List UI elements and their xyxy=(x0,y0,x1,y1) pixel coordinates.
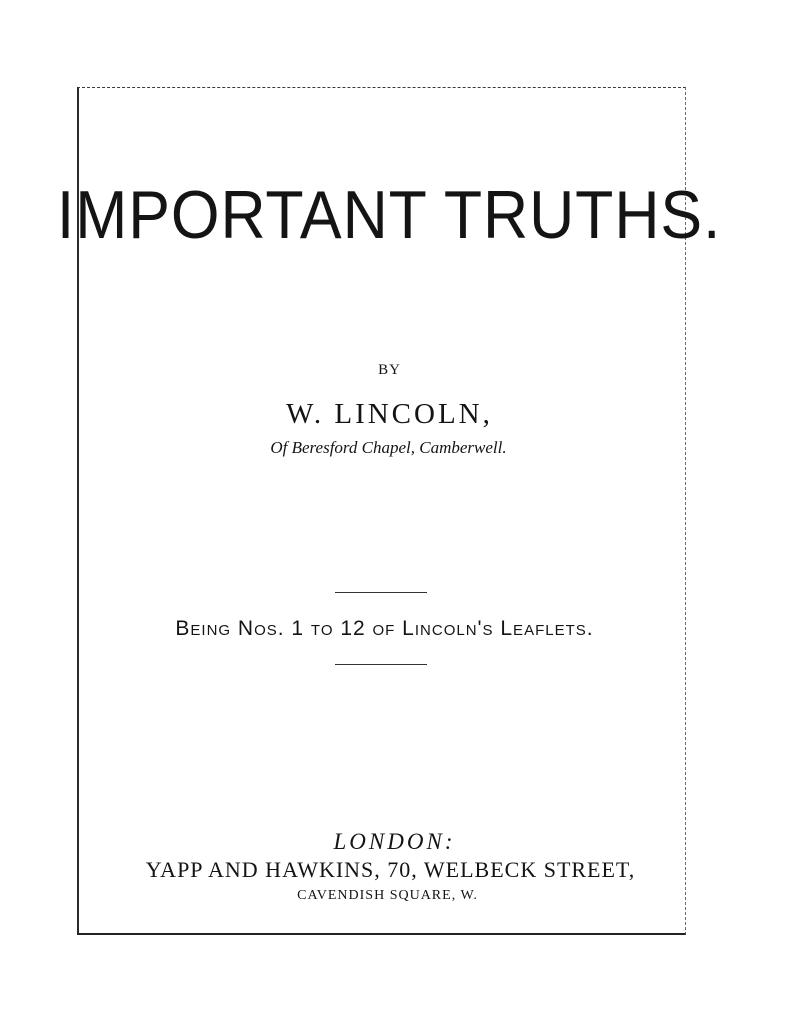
author-name: W. LINCOLN, xyxy=(286,398,493,430)
imprint-publisher: YAPP AND HAWKINS, 70, WELBECK STREET, xyxy=(145,857,636,882)
divider-bottom xyxy=(335,664,427,665)
by-line: BY xyxy=(378,362,401,378)
author-affiliation: Of Beresford Chapel, Camberwell. xyxy=(270,438,507,457)
imprint-place: LONDON: xyxy=(333,829,456,854)
book-title: IMPORTANT TRUTHS. xyxy=(56,177,722,253)
series-subtitle: Being Nos. 1 to 12 of Lincoln's Leaflets. xyxy=(175,617,594,640)
divider-top xyxy=(335,592,427,593)
imprint-address: CAVENDISH SQUARE, W. xyxy=(297,888,478,903)
